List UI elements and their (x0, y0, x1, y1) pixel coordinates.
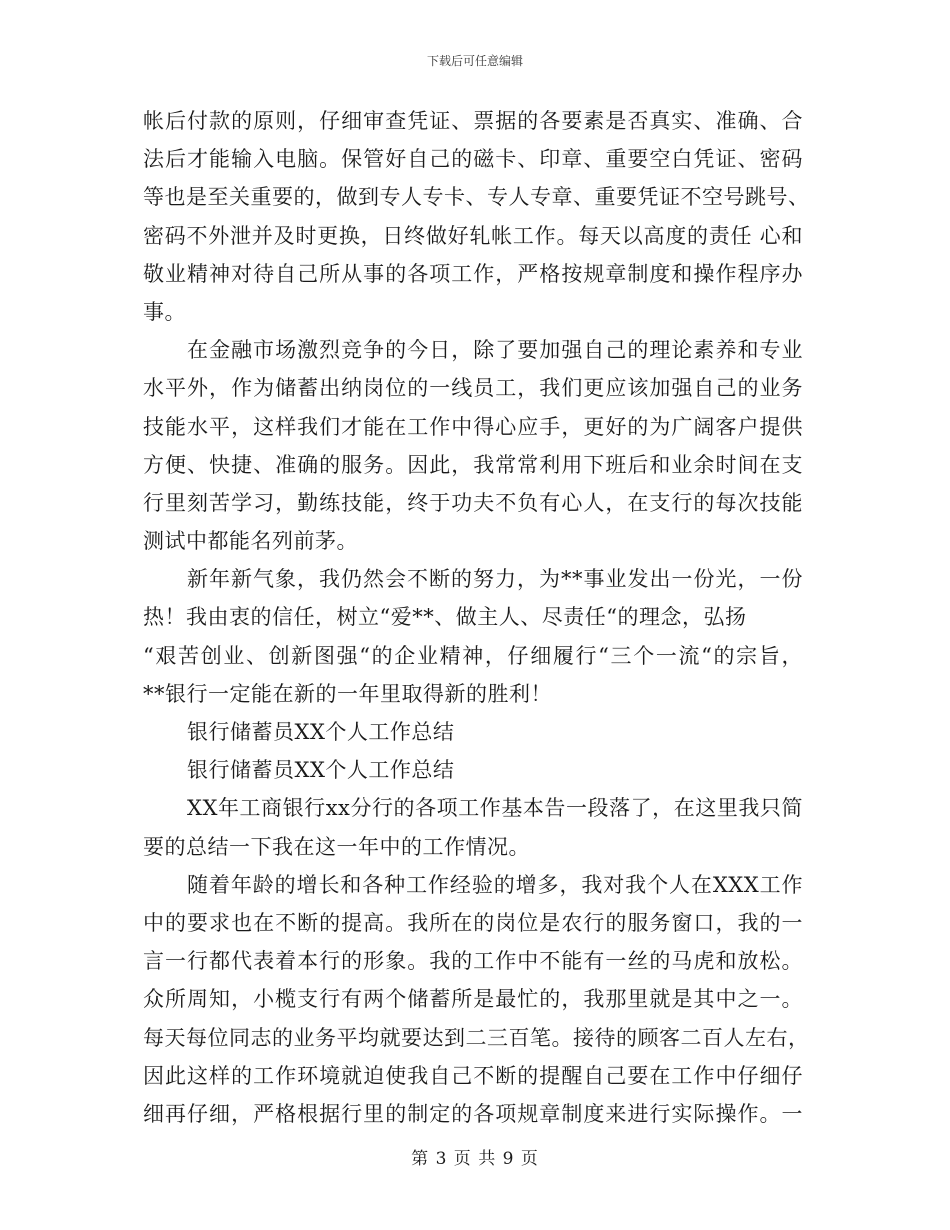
text-line: 每天每位同志的业务平均就要达到二三百笔。接待的顾客二百人左右， (143, 1025, 810, 1050)
text-line: 密码不外泄并及时更换，日终做好轧帐工作。每天以高度的责任 心和 (143, 223, 803, 248)
text-line: 等也是至关重要的，做到专人专卡、专人专章、重要凭证不空号跳号、 (143, 185, 810, 210)
text-line: 因此这样的工作环境就迫使我自己不断的提醒自己要在工作中仔细仔 (143, 1063, 803, 1088)
text-line: 要的总结一下我在这一年中的工作情况。 (143, 834, 530, 859)
text-line: 言一行都代表着本行的形象。我的工作中不能有一丝的马虎和放松。 (143, 949, 803, 974)
text-line: 测试中都能名列前茅。 (143, 529, 358, 554)
text-line: 细再仔细，严格根据行里的制定的各项规章制度来进行实际操作。一 (143, 1101, 803, 1126)
text-line: **银行一定能在新的一年里取得新的胜利！ (143, 681, 552, 706)
text-line: 方便、快捷、准确的服务。因此，我常常利用下班后和业余时间在支 (143, 452, 803, 477)
text-line: 行里刻苦学习，勤练技能，终于功夫不负有心人，在支行的每次技能 (143, 490, 803, 515)
text-line: “艰苦创业、创新图强“的企业精神，仔细履行“三个一流“的宗旨， (143, 643, 803, 668)
text-line: 技能水平，这样我们才能在工作中得心应手，更好的为广阔客户提供 (143, 414, 803, 439)
text-line: 法后才能输入电脑。保管好自己的磁卡、印章、重要空白凭证、密码 (143, 147, 803, 172)
page-number: 第 3 页 共 9 页 (411, 1149, 539, 1169)
text-line: 银行储蓄员XX个人工作总结 (187, 758, 455, 783)
text-line: XX年工商银行xx分行的各项工作基本告一段落了，在这里我只简 (187, 796, 803, 821)
text-line: 新年新气象，我仍然会不断的努力，为**事业发出一份光，一份 (187, 567, 803, 592)
text-line: 帐后付款的原则，仔细审查凭证、票据的各要素是否真实、准确、合 (143, 109, 803, 133)
text-line: 银行储蓄员XX个人工作总结 (187, 720, 455, 744)
text-line: 水平外，作为储蓄出纳岗位的一线员工，我们更应该加强自己的业务 (143, 376, 803, 401)
text-line: 众所周知，小榄支行有两个储蓄所是最忙的，我那里就是其中之一。 (143, 987, 803, 1012)
text-line: 事。 (143, 299, 186, 324)
text-line: 敬业精神对待自己所从事的各项工作，严格按规章制度和操作程序办 (143, 261, 803, 286)
document-body (143, 102, 810, 1133)
text-line: 在金融市场激烈竞争的今日，除了要加强自己的理论素养和专业 (187, 338, 803, 363)
page-header: 下载后可任意编辑 (426, 54, 523, 68)
text-line: 热！我由衷的信任，树立“爱**、做主人、尽责任“的理念，弘扬 (143, 605, 747, 630)
text-line: 中的要求也在不断的提高。我所在的岗位是农行的服务窗口，我的一 (143, 910, 803, 935)
text-line: 随着年龄的增长和各种工作经验的增多，我对我个人在XXX工作 (187, 872, 803, 897)
